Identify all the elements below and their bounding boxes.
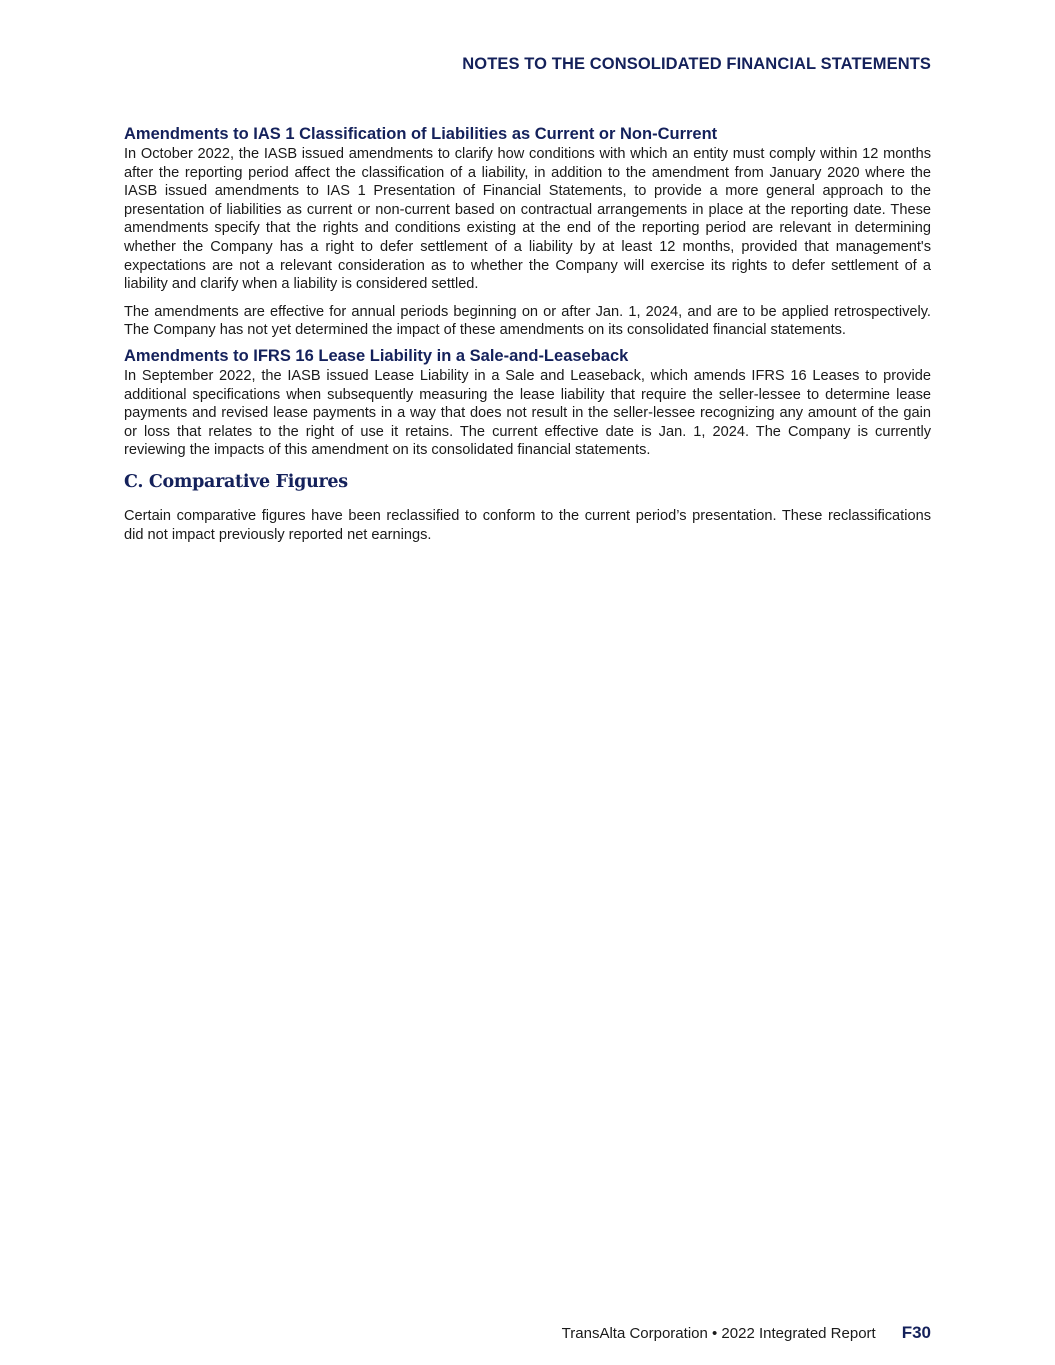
ifrs16-paragraph-1: In September 2022, the IASB issued Lease Liability in a Sale and Leaseback, which amends IFRS 16 Leases to provide additional specifications when subsequently measuring the lease liability that require the seller-lessee to determine lease payments and revised lease payments in a way that does not result in the seller-lessee recognizing any amount of the gain or loss that relates to the right of use it retains. The current effective date is Jan. 1, 2024. The Company is currently reviewing the impacts of this amendment on its consolidated financial statements. [124, 367, 931, 459]
ifrs16-heading: Amendments to IFRS 16 Lease Liability in a Sale-and-Leaseback [124, 346, 629, 365]
page-footer [562, 1323, 931, 1343]
ias1-paragraph-2: The amendments are effective for annual periods beginning on or after Jan. 1, 2024, and are to be applied retrospectively. The Company has not yet determined the impact of these amendments on its consolidated financial statements. [124, 303, 931, 339]
page-number: F30 [901, 1323, 931, 1342]
footer-report-name: TransAlta Corporation • 2022 Integrated Report [561, 1325, 876, 1342]
running-header-title: NOTES TO THE CONSOLIDATED FINANCIAL STATEMENTS [462, 55, 931, 73]
page-content [124, 124, 931, 544]
ias1-heading: Amendments to IAS 1 Classification of Liabilities as Current or Non-Current [124, 125, 718, 143]
comparative-figures-heading: C. Comparative Figures [124, 471, 348, 492]
ias1-paragraph-1: In October 2022, the IASB issued amendments to clarify how conditions with which an entity must comply within 12 months after the reporting period affect the classification of a liability, in addition to the amendment from January 2020 where the IASB issued amendments to IAS 1 Presentation of Financial Statements, to provide a more general approach to the presentation of liabilities as current or non-current based on contractual arrangements in place at the reporting date. These amendments specify that the rights and conditions existing at the end of the reporting period are relevant in determining whether the Company has a right to defer settlement of a liability by at least 12 months, provided that management's expectations are not a relevant consideration as to whether the Company will exercise its rights to defer settlement of a liability and clarify when a liability is considered settled. [124, 146, 931, 293]
comparative-figures-paragraph: Certain comparative figures have been reclassified to conform to the current period’s presentation. These reclassifications did not impact previously reported net earnings. [124, 507, 931, 543]
